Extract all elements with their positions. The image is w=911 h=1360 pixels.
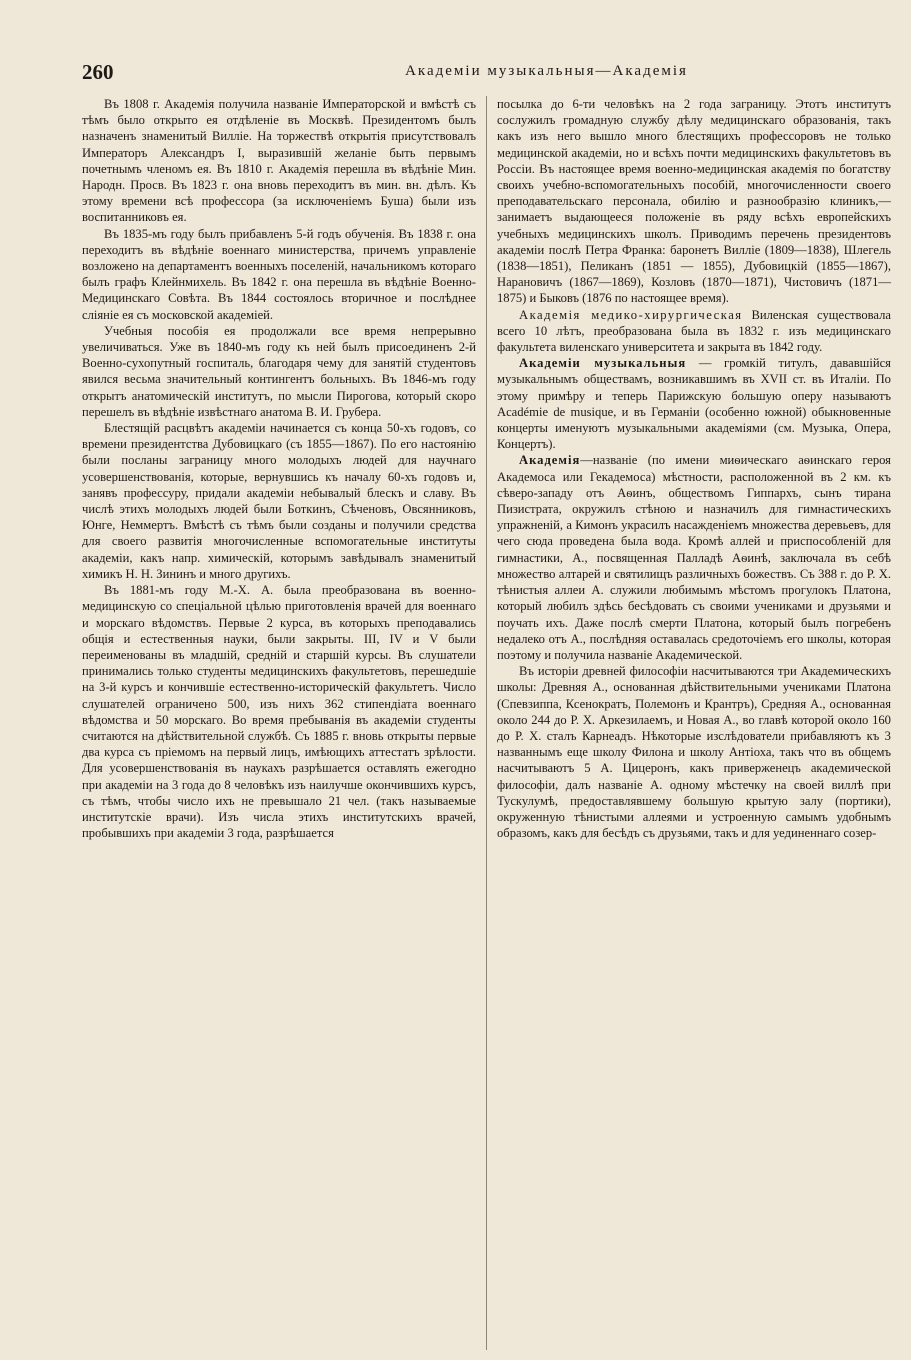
paragraph: Учебныя пособія ея продолжали все время непрерывно увеличиваться. Уже въ 1840-мъ году къ ней былъ присоединенъ 2-й Военно-сухопутный госпиталь, благодаря чему для занятій студентовъ явился весьма значительный контингентъ больныхъ. Въ 1846-мъ году открытъ анатомическій институтъ, по мысли Пирогова, который скоро перешелъ въ вѣдѣніе извѣстнаго анатома В. И. Грубера. — [82, 323, 476, 419]
left-column — [82, 96, 476, 1350]
entry-paragraph — [497, 307, 891, 356]
page-number: 260 — [82, 60, 114, 84]
paragraph: Въ 1881-мъ году М.-Х. А. была преобразована въ военно-медицинскую со спеціальной цѣлью приготовленія врачей для военнаго и морскаго вѣдомствъ. Первые 2 курса, въ которыхъ преподавались общія и естественныя науки, были закрыты. III, IV и V были переименованы въ младшій, средній и старшій курсы. Въ слушатели принимались только студенты медицинскихъ факультетовъ, перешедшіе на 3-й курсъ и кончившіе естественно-историческій факультетъ. Число слушателей ограничено 500, изъ нихъ 362 стипендіата военнаго вѣдомства и 50 морскаго. Во время пребыванія въ академіи студенты считаются на дѣйствительной службѣ. Съ 1885 г. вновь открыты первые два курса съ пріемомъ на первый лицъ, имѣющихъ аттестатъ зрѣлости. Для усовершенствованія въ наукахъ разрѣшается оставлять ежегодно при академіи на 3 года до 8 человѣкъ изъ наилучше окончившихъ курсъ, съ тѣмъ, чтобы число ихъ не превышало 21 чел. (такъ называемые институтскіе врачи). Изъ числа этихъ институтскихъ врачей, пробывшихъ при академіи 3 года, разрѣшается — [82, 583, 476, 841]
paragraph: Въ 1835-мъ году былъ прибавленъ 5-й годъ обученія. Въ 1838 г. она переходитъ въ вѣдѣніе военнаго министерства, причемъ управленіе возложено на департаментъ военныхъ поселеній, начальникомъ котораго былъ графъ Клейнмихель. Въ 1842 г. она перешла въ вѣдѣніе Военно-Медицинскаго Совѣта. Въ 1844 состоялось вторичное и послѣднее сліяніе ея съ московской академіей. — [82, 226, 476, 322]
column-divider — [486, 96, 487, 1350]
paragraph: Въ 1808 г. Академія получила названіе Императорской и вмѣстѣ съ тѣмъ было открыто ея отдѣленіе въ Москвѣ. Президентомъ былъ назначенъ знаменитый Виллiе. На торжествѣ открытія присутствовалъ Императоръ Александръ I, выразившій желаніе быть первымъ почетнымъ членомъ ея. Въ 1810 г. Академія перешла въ вѣдѣніе Мин. Народн. Просв. Въ 1823 г. она вновь переходитъ въ мин. вн. дѣлъ. Къ этому времени всѣ профессора (за исключеніемъ Буша) были изъ воспитанниковъ ея. — [82, 97, 476, 225]
text-columns — [82, 96, 891, 1350]
paragraph: посылка до 6-ти человѣкъ на 2 года заграницу. Этотъ институтъ сослужилъ громадную службу дѣлу медицинскаго образованія, такъ какъ изъ него вышло много блестящихъ профессоровъ не только медицинской академіи, но и всѣхъ почти медицинскихъ факультетовъ въ Россіи. Въ настоящее время военно-медицинская академія по богатству своихъ учебно-вспомогательныхъ пособій, многочисленности своего преподавательскаго персонала, обилію и разнообразію клиникъ,—занимаетъ выдающееся положеніе въ ряду всѣхъ европейскихъ учебныхъ медицинскихъ школъ. Приводимъ перечень президентовъ академіи послѣ Петра Франка: баронетъ Виллiе (1809—1838), Шлегель (1838—1851), Пеликанъ (1851 — 1855), Дубовицкій (1855—1867), Нарановичъ (1867—1869), Козловъ (1870—1871), Чистовичъ (1871—1875) и Быковъ (1876 по настоящее время). — [496, 97, 891, 306]
paragraph: Въ исторіи древней философіи насчитываются три Академическихъ школы: Древняя А., основанная дѣйствительными учениками Платона (Спевзиппа, Ксенократъ, Полемонъ и Крантръ), Средняя А., основанная около 244 до Р. Х. Аркезилаемъ, и Новая А., во главѣ которой около 160 до Р. Х. сталъ Карнеадъ. Нѣкоторые изслѣдователи прибавляютъ къ 3 названнымъ еще школу Филона и школу Антіоха, такъ что въ общемъ насчитываютъ 5 А. Цицеронъ, какъ приверженецъ академической философіи, далъ названіе А. одному мѣстечку на своей виллѣ при Тускулумѣ, предоставлявшему большую крытую залу (портики), окруженную тѣнистыми аллеями и устроенную самымъ удобнымъ образомъ, какъ для бесѣдъ съ друзьями, такъ и для уединеннаго созер- — [496, 664, 891, 841]
paragraph: Блестящій расцвѣтъ академіи начинается съ конца 50-хъ годовъ, со времени президентства Дубовицкаго (съ 1855—1867). По его настоянію были посланы заграницу много молодыхъ людей для научнаго усовершенствованія, которые, вернувшись къ началу 60-хъ годовъ и, занявъ профессуру, придали академіи небывалый блескъ и славу. Въ числѣ этихъ молодыхъ людей были Боткинъ, Сѣченовъ, Овсянниковъ, Юнге, Неммертъ. Вмѣстѣ съ тѣмъ были созданы и получили средства для своего развитія многочисленные вспомогательные институты академіи, какъ напр. химическій, которымъ завѣдывалъ знаменитый химикъ Н. Н. Зининъ и много другихъ. — [82, 421, 476, 581]
entry-paragraph — [497, 452, 891, 663]
entry-term: Академіи музыкальныя — [518, 356, 687, 371]
entry-term: Академія — [518, 453, 581, 468]
right-column — [497, 96, 891, 1350]
running-head: Академіи музыкальныя—Академія — [405, 63, 688, 79]
entry-text: — громкій титулъ, дававшійся музыкальнымъ обществамъ, возникавшимъ въ XVII ст. въ Италіи. По этому примѣру и теперь Парижскую большую оперу называютъ Académie de musique, и въ Германіи (особенно южной) обыкновенные концерты именуютъ музыкальными академіями (см. Музыка, Опера, Концертъ). — [496, 356, 891, 452]
entry-term: Академія медико-хирургическая — [518, 307, 743, 322]
page-header — [82, 60, 891, 86]
entry-text: —названіе (по имени миѳическаго аѳинскаго героя Академоса или Гекадемоса) мѣстности, расположенной въ 2 км. къ сѣверо-западу отъ Аѳинъ, общеcтвомъ Гиппархъ, сынъ тирана Пизистрата, окружилъ стѣною и назначилъ для гимнастическихъ упражненій, а Кимонъ украсилъ насажденіемъ множества деревьевъ, для чего сюда проведена была вода. Кромѣ аллей и приспособленій для гимнастики, А., посвященная Палладѣ Аѳинѣ, заключала въ себѣ множество алтарей и святилищъ различныхъ божествъ. Съ 388 г. до Р. Х. тѣнистыя аллеи А. служили любимымъ мѣстомъ прогулокъ Платона, который любилъ здѣсь бесѣдовать съ своими учениками и друзьями и поучать ихъ. Даже послѣ смерти Платона, который былъ погребенъ недалеко отъ А., послѣдняя оставалась средоточіемъ его школы, которая поэтому и получила названіе Академической. — [496, 453, 891, 662]
entry-paragraph — [497, 355, 891, 452]
entry-text: Виленская существовала всего 10 лѣтъ, преобразована была въ 1832 г. изъ медицинскаго факультета виленскаго университета и закрыта въ 1842 году. — [496, 307, 891, 355]
